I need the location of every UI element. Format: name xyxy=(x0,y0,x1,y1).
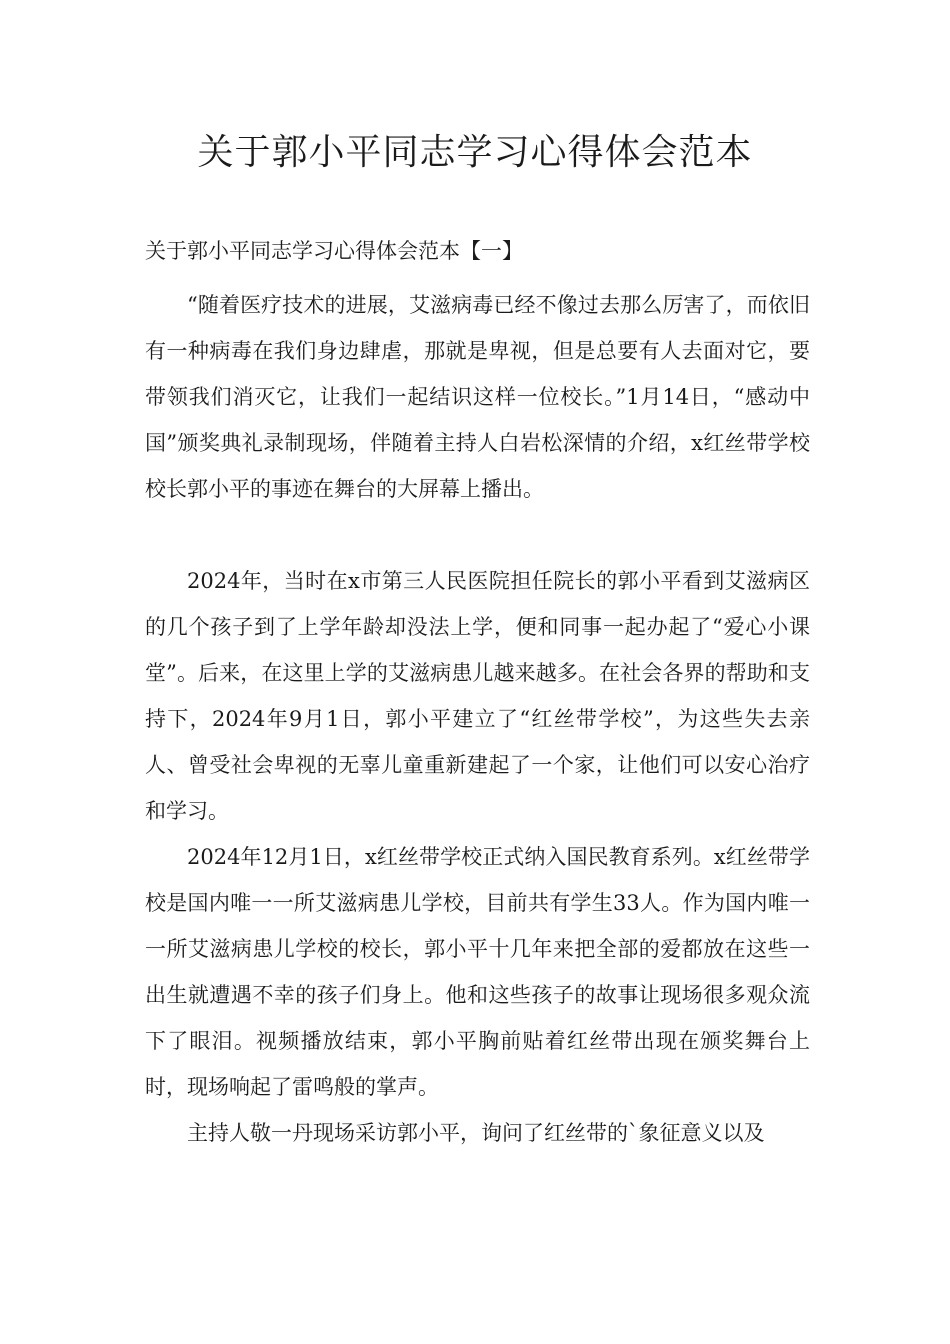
document-body xyxy=(145,228,810,1156)
document-title: 关于郭小平同志学习心得体会范本 xyxy=(197,132,753,173)
paragraph-spacer xyxy=(145,512,810,558)
paragraph-1: “随着医疗技术的进展，艾滋病毒已经不像过去那么厉害了，而依旧有一种病毒在我们身边肆虐，那就是卑视，但是总要有人去面对它，要带领我们消灭它，让我们一起结识这样一位校长。”1月14日，“感动中国”颁奖典礼录制现场，伴随着主持人白岩松深情的介绍，x红丝带学校校长郭小平的事迹在舞台的大屏幕上播出。 xyxy=(145,293,810,501)
section-heading: 关于郭小平同志学习心得体会范本【一】 xyxy=(145,239,523,263)
paragraph-4: 主持人敬一丹现场采访郭小平，询问了红丝带的`象征意义以及 xyxy=(187,1121,765,1145)
paragraph-3: 2024年12月1日，x红丝带学校正式纳入国民教育系列。x红丝带学校是国内唯一一所艾滋病患儿学校，目前共有学生33人。作为国内唯一一所艾滋病患儿学校的校长，郭小平十几年来把全部的爱都放在这些一出生就遭遇不幸的孩子们身上。他和这些孩子的故事让现场很多观众流下了眼泪。视频播放结束，郭小平胸前贴着红丝带出现在颁奖舞台上时，现场响起了雷鸣般的掌声。 xyxy=(145,845,810,1099)
paragraph-2: 2024年，当时在x市第三人民医院担任院长的郭小平看到艾滋病区的几个孩子到了上学年龄却没法上学，便和同事一起办起了“爱心小课堂”。后来，在这里上学的艾滋病患儿越来越多。在社会各界的帮助和支持下，2024年9月1日，郭小平建立了“红丝带学校”，为这些失去亲人、曾受社会卑视的无辜儿童重新建起了一个家，让他们可以安心治疗和学习。 xyxy=(145,569,810,823)
